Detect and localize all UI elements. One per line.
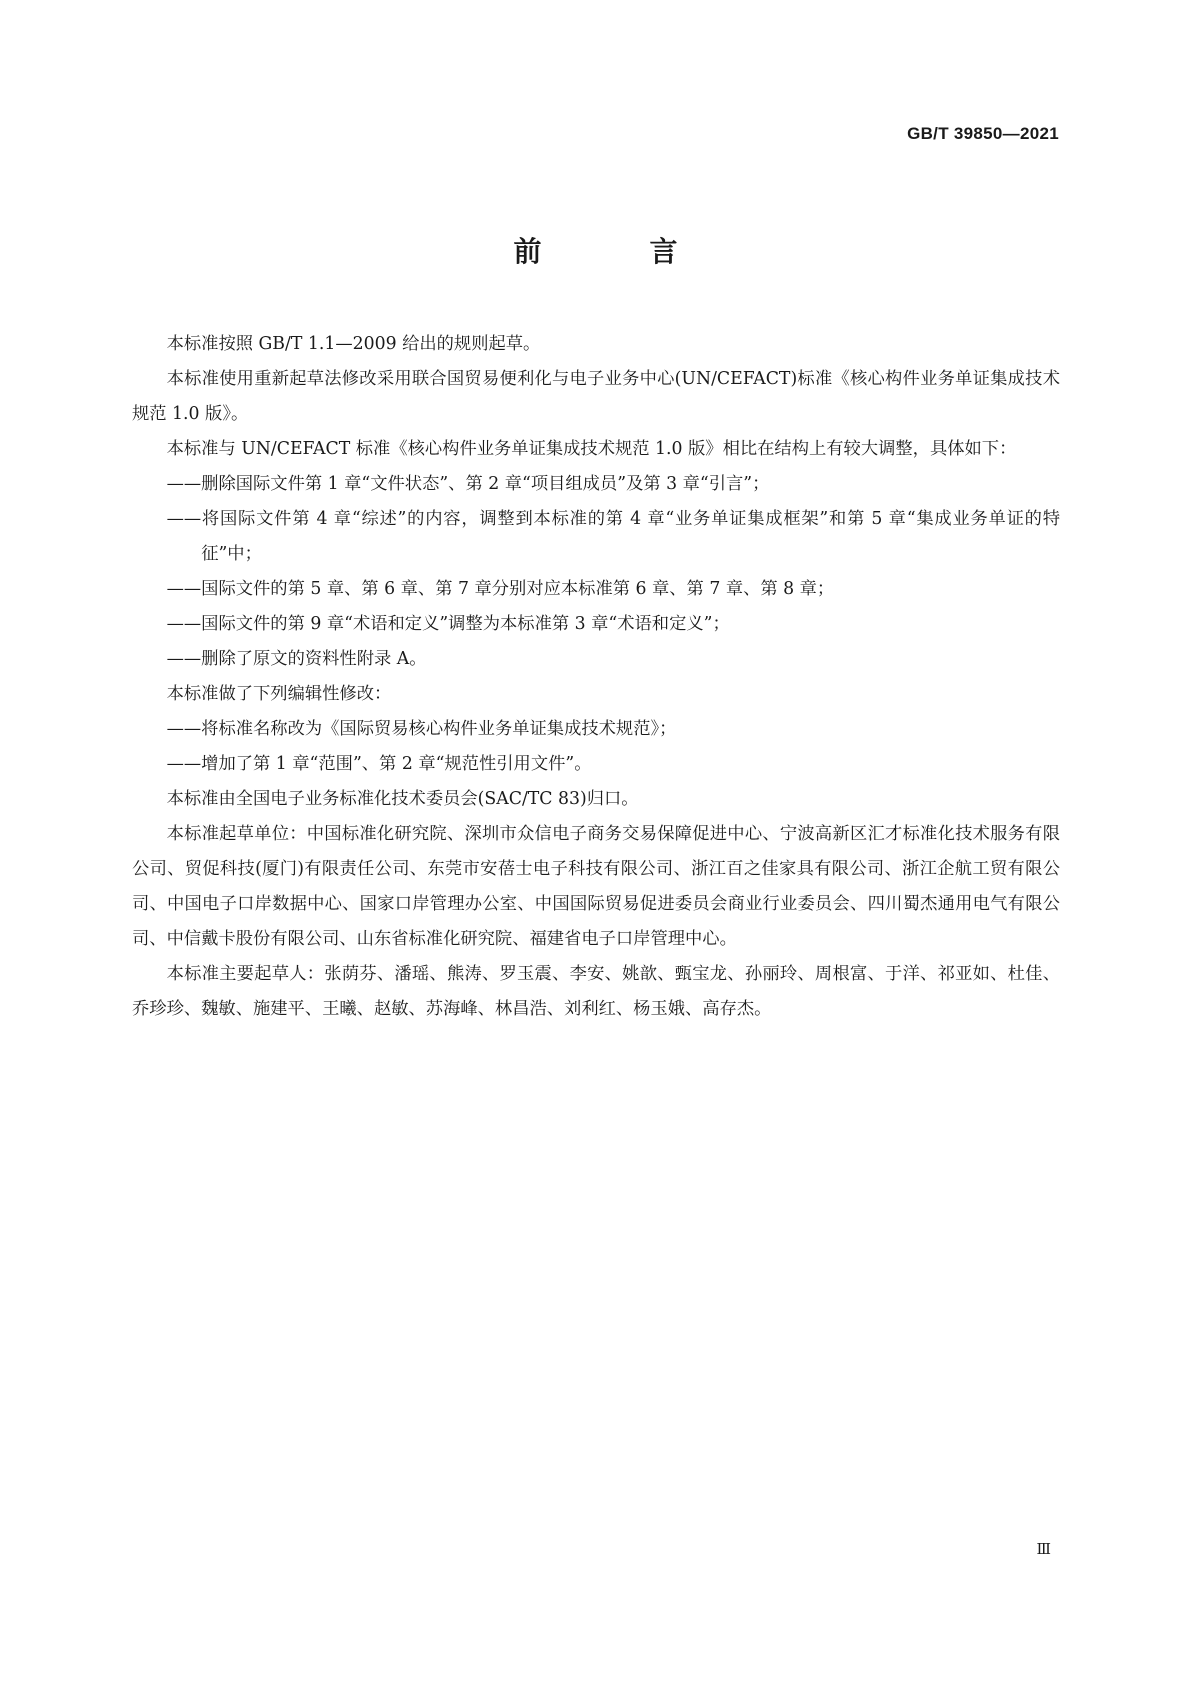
list-item: ——删除了原文的资料性附录 A。 [166, 649, 427, 669]
standard-number: GB/T 39850—2021 [907, 124, 1059, 143]
list-item: ——删除国际文件第 1 章“文件状态”、第 2 章“项目组成员”及第 3 章“引言”； [166, 474, 770, 494]
paragraph: 本标准使用重新起草法修改采用联合国贸易便利化与电子业务中心(UN/CEFACT)标准《核心构件业务单证集成技术规范 1.0 版》。 [132, 369, 1060, 424]
foreword-body [132, 327, 1060, 1027]
paragraph: 本标准主要起草人：张荫芬、潘瑶、熊涛、罗玉震、李安、姚歆、甄宝龙、孙丽玲、周根富、于洋、祁亚如、杜佳、乔珍珍、魏敏、施建平、王曦、赵敏、苏海峰、林昌浩、刘利红、杨玉娥、高存杰。 [132, 964, 1060, 1019]
paragraph: 本标准起草单位：中国标准化研究院、深圳市众信电子商务交易保障促进中心、宁波高新区汇才标准化技术服务有限公司、贸促科技(厦门)有限责任公司、东莞市安蓓士电子科技有限公司、浙江百之佳家具有限公司、浙江企航工贸有限公司、中国电子口岸数据中心、国家口岸管理办公室、中国国际贸易促进委员会商业行业委员会、四川蜀杰通用电气有限公司、中信戴卡股份有限公司、山东省标准化研究院、福建省电子口岸管理中心。 [132, 824, 1060, 949]
paragraph: 本标准由全国电子业务标准化技术委员会(SAC/TC 83)归口。 [166, 789, 639, 809]
paragraph: 本标准按照 GB/T 1.1—2009 给出的规则起草。 [166, 334, 541, 354]
list-item: ——国际文件的第 5 章、第 6 章、第 7 章分别对应本标准第 6 章、第 7 章、第 8 章； [166, 579, 835, 599]
page-title: 前 言 [513, 235, 718, 268]
list-item: ——增加了第 1 章“范围”、第 2 章“规范性引用文件”。 [166, 754, 592, 774]
list-item: ——将国际文件第 4 章“综述”的内容，调整到本标准的第 4 章“业务单证集成框架”和第 5 章“集成业务单证的特征”中； [166, 509, 1060, 564]
page-number: Ⅲ [1036, 1540, 1051, 1558]
list-item: ——国际文件的第 9 章“术语和定义”调整为本标准第 3 章“术语和定义”； [166, 614, 730, 634]
paragraph: 本标准做了下列编辑性修改： [166, 684, 392, 704]
paragraph: 本标准与 UN/CEFACT 标准《核心构件业务单证集成技术规范 1.0 版》相比在结构上有较大调整，具体如下： [166, 439, 1017, 459]
list-item: ——将标准名称改为《国际贸易核心构件业务单证集成技术规范》； [166, 719, 677, 739]
